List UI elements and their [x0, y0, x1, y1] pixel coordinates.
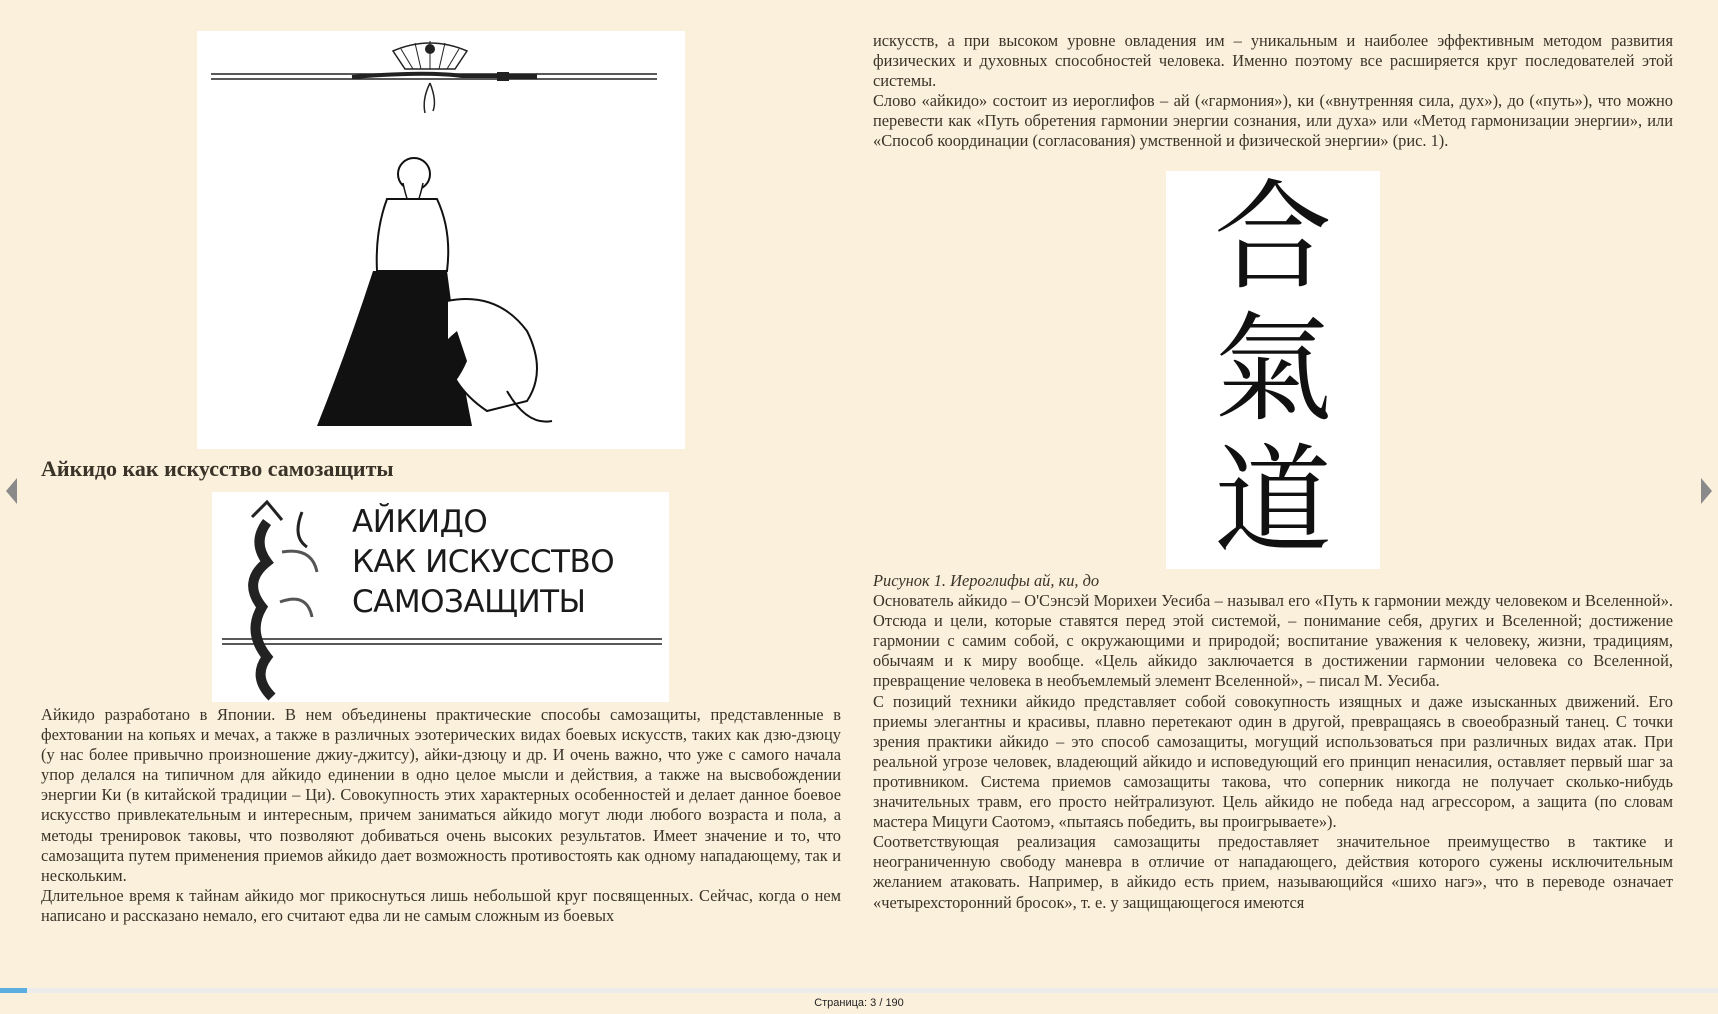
right-page-lower: [873, 571, 1673, 913]
banner-line-2: КАК ИСКУССТВО: [352, 544, 615, 580]
chapter-title-banner: [212, 492, 669, 702]
kanji-do: 道: [1213, 432, 1332, 570]
previous-page-arrow-icon[interactable]: [6, 478, 17, 504]
banner-line-3: САМОЗАЩИТЫ: [352, 584, 586, 620]
kanji-ki: 氣: [1213, 300, 1332, 438]
kanji-ai: 合: [1213, 168, 1332, 306]
banner-line-1: АЙКИДО: [352, 504, 488, 540]
reading-progress-bar[interactable]: [0, 988, 1718, 993]
kanji-figure: [1166, 168, 1380, 570]
paragraph: Айкидо разработано в Японии. В нем объединены практические способы самозащиты, представленные в фехтовании на копьях и мечах, а также в различных эзотерических видах боевых искусств, таких как дзю-дзюцу (у нас более привычно произношение джиу-джитсу), айки-дзюцу и др. И очень важно, что уже с самого начала упор делался на типичном для айкидо единении в одно целое мысли и действия, а также на высвобождении энергии Ки (в китайской традиции – Ци). Совокупность этих характерных особенностей и делает данное боевое искусство привлекательным и интересным, причем заниматься айкидо могут люди любого возраста и пола, а методы тренировок таковы, что позволяют добиваться очень высоких результатов. Имеет значение и то, что самозащита путем применения приемов айкидо дает возможность противостоять как одному нападающему, так и нескольким.: [41, 705, 841, 885]
aikido-master-illustration: [197, 31, 685, 449]
paragraph: С позиций техники айкидо представляет собой совокупность изящных и даже изысканных движений. Его приемы элегантны и красивы, плавно перетекают один в другой, превращаясь в своеобразный танец. С точки зрения практики айкидо – это способ самозащиты, могущий использоваться при различных видах атак. При реальной угрозе человек, владеющий айкидо и исповедующий его принцип ненасилия, оставляет первый шаг за противником. Система приемов самозащиты такова, что соперник никогда не получает сколько-нибудь значительных травм, его просто нейтрализуют. Цель айкидо не победа над агрессором, а защита (по словам мастера Мицуги Саотомэ, «пытаясь победить, вы проигрываете»).: [873, 691, 1673, 832]
paragraph: Слово «айкидо» состоит из иероглифов – ай («гармония»), ки («внутренняя сила, дух»), до («путь»), что можно перевести как «Путь обретения гармонии энергии сознания, или духа» или «Метод гармонизации энергии», или «Способ координации (согласования) умственной и физической энергии» (рис. 1).: [873, 91, 1673, 151]
next-page-arrow-icon[interactable]: [1701, 478, 1712, 504]
paragraph: Основатель айкидо – О'Сэнсэй Морихеи Уесиба – называл его «Путь к гармонии между человеком и Вселенной». Отсюда и цели, которые ставятся перед этой системой, – понимание себя, других и Вселенной; достижение гармонии с самим собой, с окружающими и природой; воспитание уважения к человеку, жизни, традициям, обычаям и к миру вообще. «Цель айкидо заключается в достижении гармонии человека со Вселенной, превращение человека в необъемлемый элемент Вселенной», – писал М. Уесиба.: [873, 591, 1673, 691]
paragraph: Длительное время к тайнам айкидо мог прикоснуться лишь небольшой круг посвященных. Сейчас, когда о нем написано и рассказано немало, его считают едва ли не самым сложным из боевых: [41, 885, 841, 925]
reading-progress-fill: [0, 988, 27, 993]
figure-caption: Рисунок 1. Иероглифы ай, ки, до: [873, 571, 1100, 590]
page-indicator: Страница: 3 / 190: [814, 997, 904, 1009]
right-page: [873, 31, 1673, 152]
paragraph: искусств, а при высоком уровне овладения им – уникальным и наиболее эффективным методом развития физических и духовных способностей человека. Именно поэтому все расширяется круг последователей этой системы.: [873, 31, 1673, 91]
paragraph: Соответствующая реализация самозащиты предоставляет значительное преимущество в тактике и неограниченную свободу маневра в отличие от нападающего, действия которого сужены исключительным желанием атаковать. Например, в айкидо есть прием, называющийся «шихо нагэ», что в переводе означает «четырехсторонний бросок», т. е. у защищающегося имеются: [873, 832, 1673, 912]
section-heading: Айкидо как искусство самозащиты: [41, 456, 394, 481]
